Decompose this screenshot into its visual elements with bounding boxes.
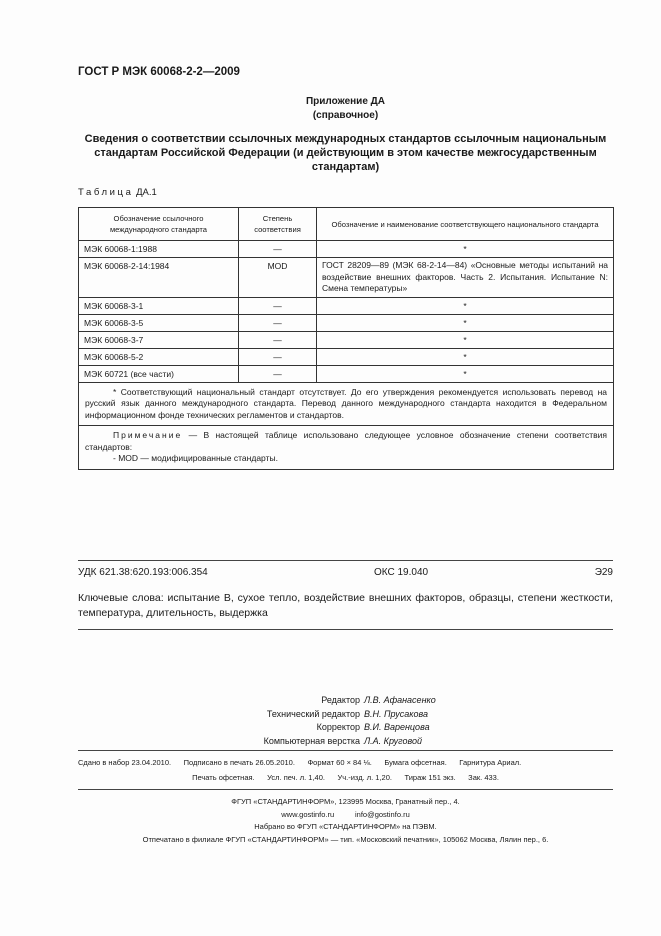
note-item: - MOD — модифицированные стандарты. — [113, 453, 278, 463]
standard-code-header: ГОСТ Р МЭК 60068-2-2—2009 — [78, 66, 240, 78]
table-caption — [78, 187, 157, 198]
publisher-typeset: Набрано во ФГУП «СТАНДАРТИНФОРМ» на ПЭВМ. — [254, 822, 437, 831]
credit-role: Компьютерная верстка — [263, 735, 360, 746]
credit-name: Л.А. Круговой — [364, 735, 423, 746]
header-intl: Обозначение ссылочного международного стандарта — [79, 208, 239, 241]
printing-line-2: Печать офсетная. Усл. печ. л. 1,40. Уч.-изд. л. 1,20. Тираж 151 экз. Зак. 433. — [192, 773, 499, 782]
divider-printing-bottom — [78, 789, 613, 790]
header-national: Обозначение и наименование соответствующего национального стандарта — [317, 208, 614, 241]
credit-role: Редактор — [321, 695, 360, 705]
credits-block — [200, 694, 440, 748]
cell-national: * — [317, 314, 614, 331]
cell-intl: МЭК 60721 (все части) — [79, 365, 239, 382]
cell-degree: — — [239, 331, 317, 348]
cell-intl: МЭК 60068-5-2 — [79, 348, 239, 365]
table-note-row — [79, 426, 614, 470]
classifier-code: Э29 — [594, 567, 613, 578]
table-row — [79, 348, 614, 365]
table-row — [79, 258, 614, 298]
cell-national: * — [317, 331, 614, 348]
cell-national: ГОСТ 28209—89 (МЭК 68-2-14—84) «Основные методы испытаний на воздействие внешних факторов. Часть 2. Испытания. Испытание N: Смена температуры» — [317, 258, 614, 298]
table-footnote-row — [79, 382, 614, 426]
table-row — [79, 331, 614, 348]
note-label: Примечание — [113, 430, 183, 440]
printing-line-1: Сдано в набор 23.04.2010. Подписано в печать 26.05.2010. Формат 60 × 84 ⅛. Бумага офсетная. Гарнитура Ариал. — [78, 758, 522, 767]
annex-subtitle: (справочное) — [312, 110, 379, 121]
credit-name: Л.В. Афанасенко — [364, 695, 436, 705]
note-text: — В настоящей таблице использовано следующее условное обозначение степени соответствия стандартов: — [85, 430, 607, 452]
publisher-web: www.gostinfo.ru info@gostinfo.ru — [281, 809, 410, 819]
cell-national: * — [317, 365, 614, 382]
cell-intl: МЭК 60068-2-14:1984 — [79, 258, 239, 298]
cell-intl: МЭК 60068-3-7 — [79, 331, 239, 348]
header-degree: Степень соответствия — [239, 208, 317, 241]
divider-keywords — [78, 629, 613, 630]
table-footnote: * Соответствующий национальный стандарт отсутствует. До его утверждения рекомендуется использовать перевод на русский язык данного международного стандарта. Перевод данного международного стандарта находится в Федеральном информационном фонде технических регламентов и стандартов. — [85, 386, 607, 420]
keywords: Ключевые слова: испытание В, сухое тепло, воздействие внешних факторов, образцы, степени жесткости, температура, длительность, выдержка — [78, 592, 613, 619]
table-row — [79, 297, 614, 314]
cell-national: * — [317, 297, 614, 314]
table-caption-number: ДА.1 — [136, 187, 157, 198]
table-row — [79, 314, 614, 331]
credit-name: В.Н. Прусакова — [364, 708, 428, 719]
credit-row — [200, 694, 440, 708]
udk-code: УДК 621.38:620.193:006.354 — [78, 567, 208, 578]
annex-title: Приложение ДА — [305, 96, 386, 107]
cell-degree: — — [239, 348, 317, 365]
table-caption-word: Таблица — [78, 187, 134, 198]
cell-degree: — — [239, 314, 317, 331]
publisher-printed: Отпечатано в филиале ФГУП «СТАНДАРТИНФОРМ» — тип. «Московский печатник», 105062 Москва, Лялин пер., 6. — [142, 834, 549, 844]
table-row — [79, 365, 614, 382]
correspondence-table — [78, 207, 614, 470]
cell-degree: — — [239, 297, 317, 314]
cell-degree: MOD — [239, 258, 317, 298]
table-row — [79, 241, 614, 258]
divider-printing-top — [78, 750, 613, 751]
credit-row — [200, 721, 440, 735]
cell-intl: МЭК 60068-3-5 — [79, 314, 239, 331]
cell-national: * — [317, 241, 614, 258]
table-header-row — [79, 208, 614, 241]
credit-name: В.И. Варенцова — [364, 722, 430, 732]
credit-row — [200, 708, 440, 722]
publisher-block — [78, 796, 613, 846]
cell-intl: МЭК 60068-1:1988 — [79, 241, 239, 258]
cell-national: * — [317, 348, 614, 365]
divider-top — [78, 560, 613, 561]
cell-degree: — — [239, 241, 317, 258]
table-note — [85, 430, 607, 453]
section-title: Сведения о соответствии ссылочных международных стандартов ссылочным национальным стандартам Российской Федерации (и действующим в этом качестве межгосударственным стандартам) — [84, 133, 607, 173]
publisher-address: ФГУП «СТАНДАРТИНФОРМ», 123995 Москва, Гранатный пер., 4. — [231, 797, 460, 806]
oks-code: ОКС 19.040 — [374, 567, 429, 578]
cell-degree: — — [239, 365, 317, 382]
credit-role: Технический редактор — [266, 708, 360, 719]
cell-intl: МЭК 60068-3-1 — [79, 297, 239, 314]
credit-row — [200, 735, 440, 749]
credit-role: Корректор — [316, 722, 360, 732]
